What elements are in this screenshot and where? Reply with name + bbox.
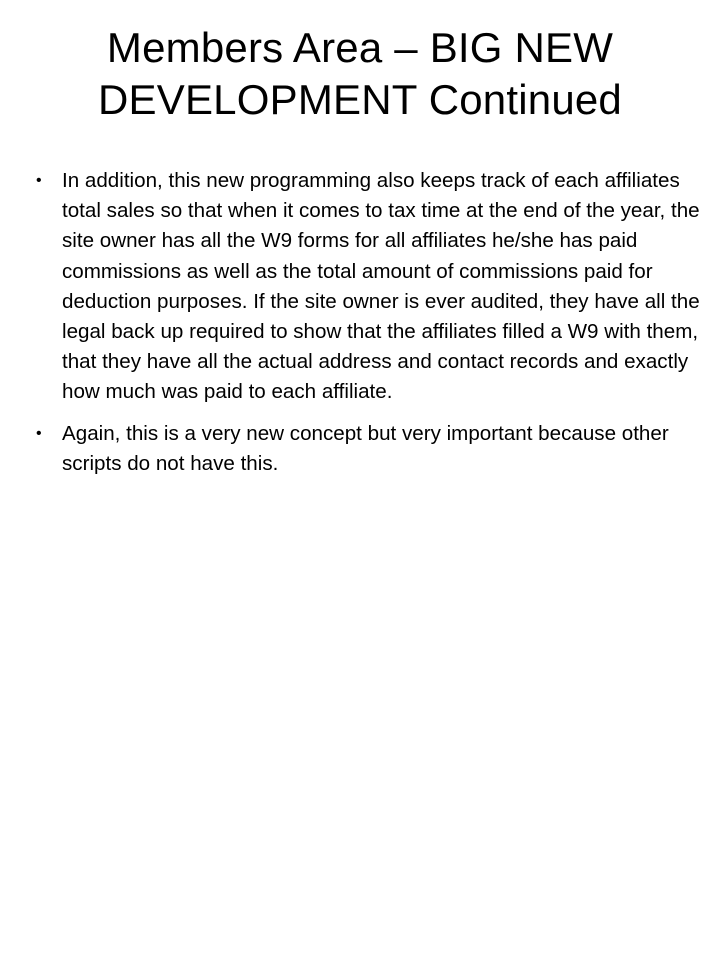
slide-title: Members Area – BIG NEW DEVELOPMENT Continued bbox=[98, 24, 622, 123]
bullet-text: In addition, this new programming also keeps track of each affiliates total sales so that when it comes to tax time at the end of the year, the site owner has all the W9 forms for all affiliates he/she has paid commissions as well as the total amount of commissions paid for deduction purposes. If the site owner is ever audited, they have all the legal back up required to show that the affiliates filled a W9 with them, that they have all the actual address and contact records and exactly how much was paid to each affiliate. bbox=[62, 169, 700, 404]
bullet-item-new-concept bbox=[36, 419, 700, 479]
bullet-marker: • bbox=[36, 424, 42, 442]
bullet-item-affiliate-tracking bbox=[36, 166, 700, 408]
bullet-list bbox=[36, 166, 700, 490]
bullet-text: Again, this is a very new concept but very important because other scripts do not have this. bbox=[62, 421, 669, 475]
bullet-marker: • bbox=[36, 172, 42, 189]
